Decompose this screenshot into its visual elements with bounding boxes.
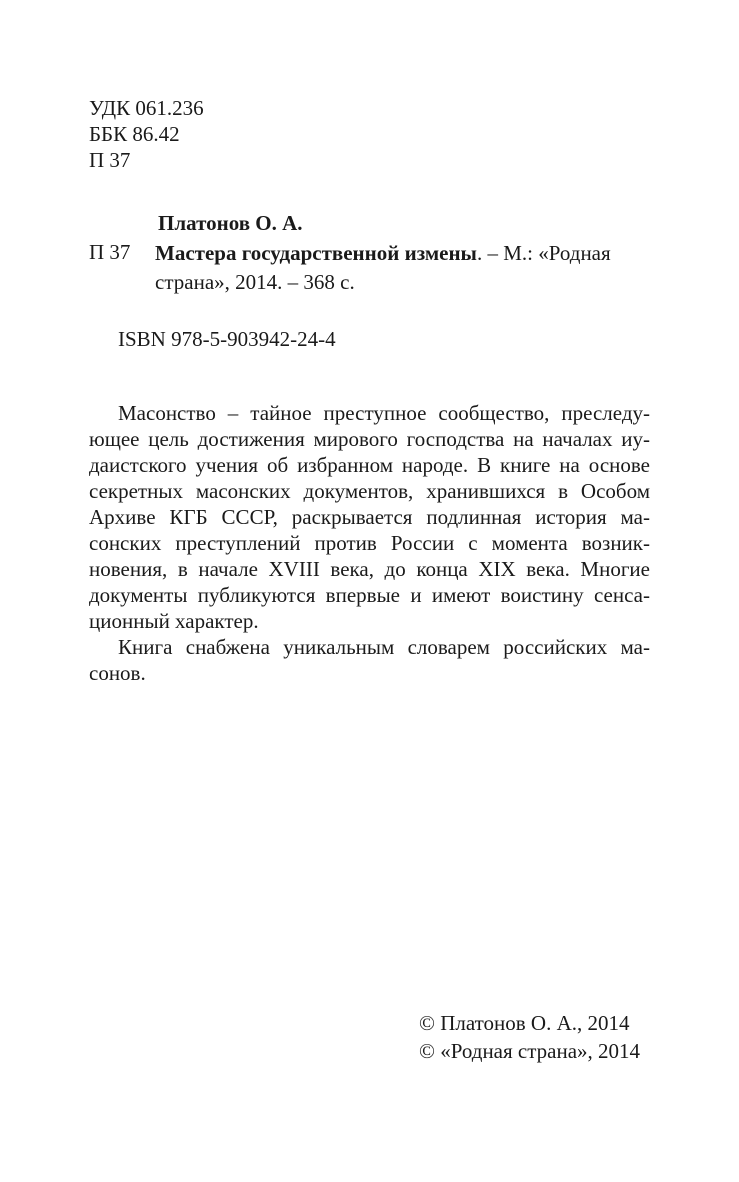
annotation-line: Масонство – тайное преступное сообщество, преследу-: [118, 401, 650, 425]
annotation: [89, 400, 650, 686]
copyright-author: © Платонов О. А., 2014: [419, 1011, 630, 1035]
annotation-paragraph-1: [89, 400, 650, 634]
copyright-block: [419, 1009, 659, 1065]
copyright-publisher: © «Родная страна», 2014: [419, 1039, 641, 1063]
catalog-line-2: страна», 2014. – 368 с.: [155, 270, 355, 294]
annotation-line: новения, в начале XVIII века, до конца XIX века. Многие: [89, 557, 650, 581]
annotation-line: ционный характер.: [89, 609, 259, 633]
udk-code: УДК 061.236: [89, 96, 204, 120]
catalog-author: Платонов О. А.: [158, 211, 303, 235]
bbk-code: ББК 86.42: [89, 122, 180, 146]
annotation-paragraph-2: [89, 634, 650, 686]
annotation-line: Книга снабжена уникальным словарем российских ма-: [118, 635, 650, 659]
catalog-author-mark: П 37: [89, 240, 131, 264]
publication-place: . – М.: «Родная: [476, 241, 611, 265]
catalog-description: [155, 239, 659, 297]
isbn: ISBN 978-5-903942-24-4: [118, 327, 336, 351]
classification-codes: [89, 95, 389, 173]
catalog-entry: [89, 239, 659, 297]
book-title: Мастера государственной измены: [155, 241, 477, 265]
annotation-line: Архиве КГБ СССР, раскрывается подлинная история ма-: [89, 505, 650, 529]
annotation-line: секретных масонских документов, хранившихся в Особом: [89, 479, 650, 503]
annotation-line: даистского учения об избранном народе. В книге на основе: [89, 453, 650, 477]
annotation-line: сонских преступлений против России с момента возник-: [89, 531, 650, 555]
catalog-line-1: [155, 239, 659, 268]
annotation-line: документы публикуются впервые и имеют воистину сенса-: [89, 583, 650, 607]
author-mark-code: П 37: [89, 148, 131, 172]
annotation-line: ющее цель достижения мирового господства на началах иу-: [89, 427, 650, 451]
annotation-line: сонов.: [89, 661, 146, 685]
